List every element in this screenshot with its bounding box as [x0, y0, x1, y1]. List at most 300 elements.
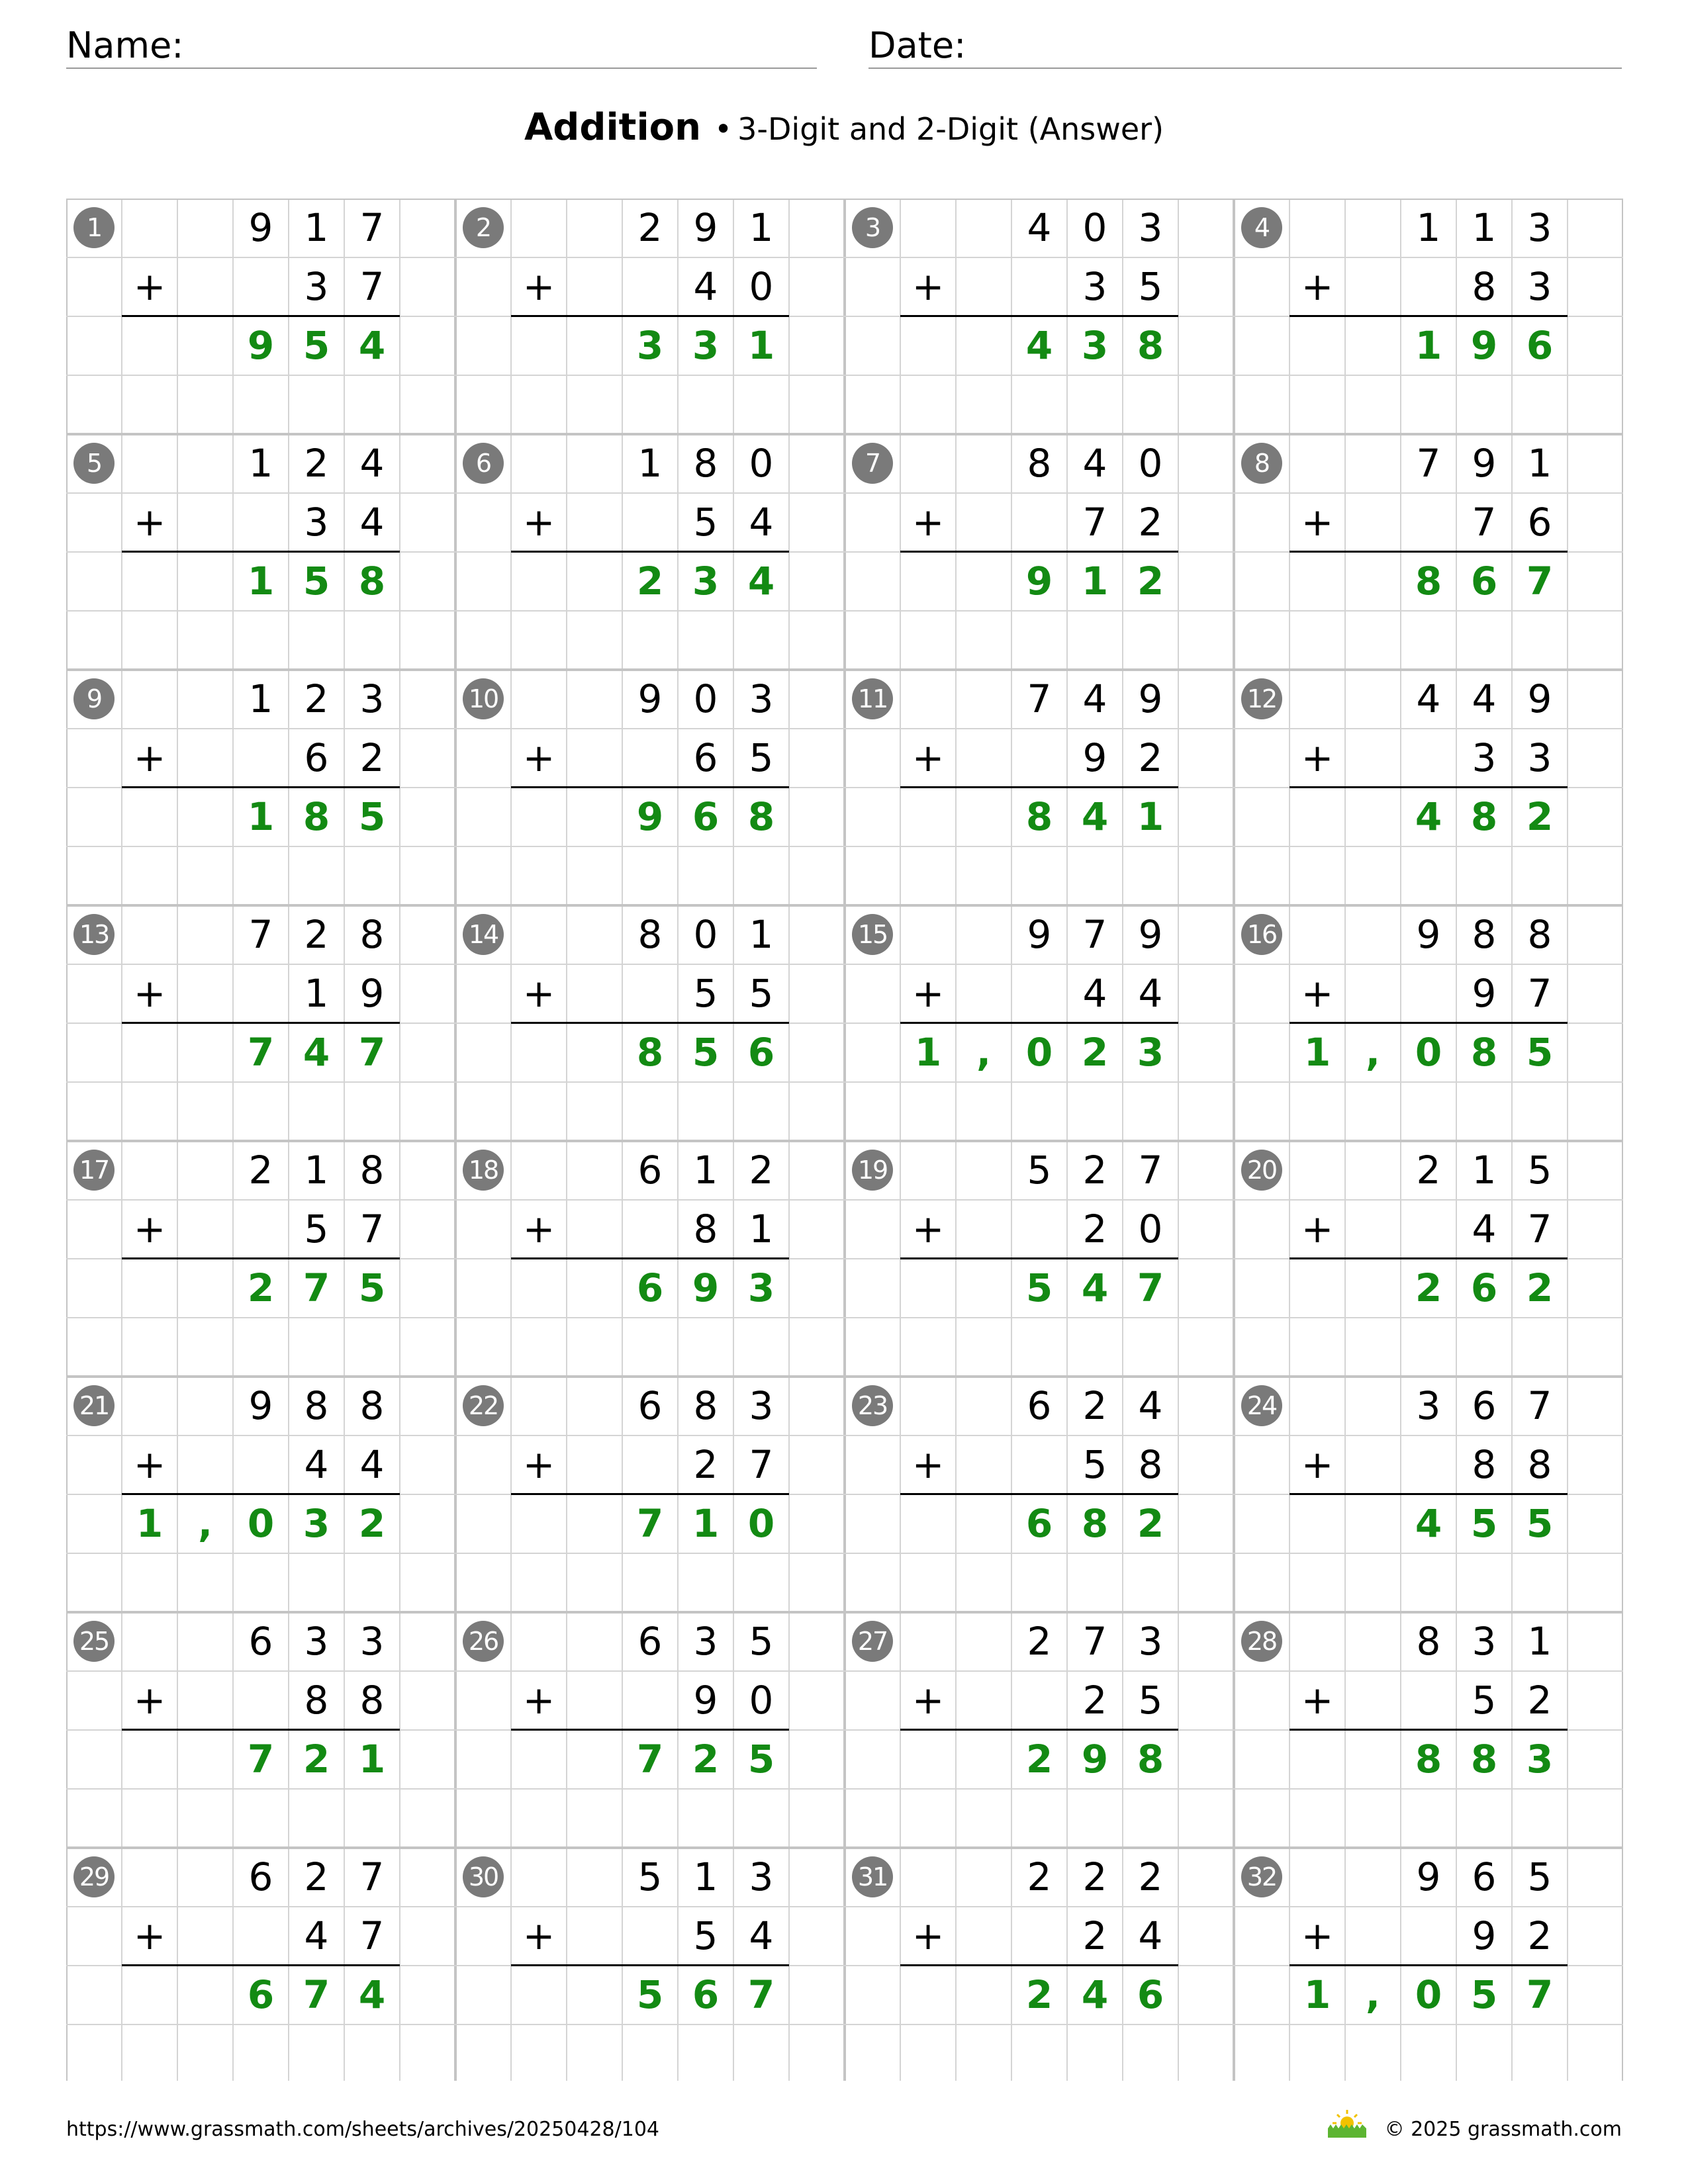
addend-bottom-digit: 2	[1082, 1678, 1107, 1723]
plus-sign: +	[522, 1206, 555, 1251]
answer-digit: 2	[358, 1501, 386, 1546]
problem-number-badge: 27	[852, 1621, 893, 1662]
problem-number-badge: 22	[463, 1385, 504, 1426]
addend-bottom-digit: 8	[1472, 1442, 1497, 1487]
answer-digit: 0	[747, 1501, 775, 1546]
problem-2	[455, 199, 845, 434]
addend-top-digit: 2	[637, 205, 663, 250]
addend-bottom-digit: 2	[1082, 1913, 1107, 1958]
addend-bottom-digit: 6	[304, 735, 329, 780]
answer-digit: 0	[247, 1501, 275, 1546]
addend-top-digit: 0	[693, 912, 718, 957]
addend-top-digit: 1	[1472, 205, 1497, 250]
answer-digit: 1	[692, 1501, 720, 1546]
addend-top-digit: 6	[248, 1619, 273, 1664]
problem-number-badge: 1	[73, 207, 115, 248]
addend-bottom-digit: 3	[1472, 735, 1497, 780]
plus-sign: +	[912, 264, 945, 309]
problem-19	[845, 1141, 1234, 1377]
problem-31	[845, 1848, 1234, 2083]
addend-top-digit: 2	[304, 441, 329, 486]
answer-digit: 8	[1470, 1030, 1498, 1075]
answer-digit: 0	[1415, 1972, 1442, 2017]
answer-digit: 0	[1025, 1030, 1053, 1075]
footer-copyright: © 2025 grassmath.com	[1384, 2118, 1622, 2141]
addend-top-digit: 9	[693, 205, 718, 250]
answer-digit: 7	[1526, 1972, 1554, 2017]
problem-5	[66, 434, 455, 670]
addend-top-digit: 1	[1472, 1148, 1497, 1193]
addend-top-digit: 4	[1082, 441, 1107, 486]
addend-bottom-digit: 7	[359, 1913, 385, 1958]
addend-bottom-digit: 1	[749, 1206, 774, 1251]
problem-9	[66, 670, 455, 905]
addend-bottom-digit: 4	[1472, 1206, 1497, 1251]
answer-digit: 1	[1303, 1030, 1331, 1075]
answer-digit: 9	[1081, 1737, 1109, 1782]
answer-digit: 3	[747, 1265, 775, 1310]
plus-sign: +	[912, 1913, 945, 1958]
answer-digit: 6	[747, 1030, 775, 1075]
answer-digit: 1	[914, 1030, 942, 1075]
answer-digit: 1	[747, 323, 775, 368]
answer-digit: 7	[1137, 1265, 1164, 1310]
addend-bottom-digit: 6	[1527, 500, 1552, 545]
addend-top-digit: 8	[637, 912, 663, 957]
addend-top-digit: 6	[637, 1619, 663, 1664]
problem-30	[455, 1848, 845, 2083]
addend-bottom-digit: 3	[304, 500, 329, 545]
answer-digit: 8	[303, 794, 330, 839]
addend-top-digit: 9	[1472, 441, 1497, 486]
plus-sign: +	[133, 971, 166, 1016]
addend-bottom-digit: 5	[693, 1913, 718, 1958]
plus-sign: +	[522, 1913, 555, 1958]
answer-digit: 4	[358, 323, 386, 368]
plus-sign: +	[1301, 735, 1334, 780]
addend-top-digit: 6	[248, 1854, 273, 1899]
addend-top-digit: 7	[1138, 1148, 1163, 1193]
addend-top-digit: 4	[1027, 205, 1052, 250]
problem-15	[845, 905, 1234, 1141]
answer-digit: 6	[1470, 1265, 1498, 1310]
addend-top-digit: 7	[359, 1854, 385, 1899]
problem-number-badge: 21	[73, 1385, 115, 1426]
addend-top-digit: 8	[1472, 912, 1497, 957]
answer-digit: 8	[636, 1030, 664, 1075]
addend-bottom-digit: 2	[359, 735, 385, 780]
answer-digit: 3	[636, 323, 664, 368]
addend-top-digit: 3	[304, 1619, 329, 1664]
problem-number-badge: 31	[852, 1856, 893, 1897]
answer-digit: 4	[1415, 1501, 1442, 1546]
plus-sign: +	[1301, 500, 1334, 545]
addend-bottom-digit: 0	[749, 264, 774, 309]
addend-bottom-digit: 7	[1527, 1206, 1552, 1251]
addend-top-digit: 0	[1082, 205, 1107, 250]
plus-sign: +	[1301, 1442, 1334, 1487]
problem-number-badge: 23	[852, 1385, 893, 1426]
answer-digit: 7	[303, 1265, 330, 1310]
addend-top-digit: 9	[1416, 912, 1441, 957]
addend-top-digit: 1	[1416, 205, 1441, 250]
addend-top-digit: 2	[1082, 1148, 1107, 1193]
plus-sign: +	[1301, 264, 1334, 309]
title-subtitle: 3-Digit and 2-Digit (Answer)	[737, 111, 1164, 147]
plus-sign: +	[522, 1678, 555, 1723]
answer-digit: 4	[1025, 323, 1053, 368]
problem-21	[66, 1377, 455, 1612]
addend-top-digit: 2	[248, 1148, 273, 1193]
problem-13	[66, 905, 455, 1141]
problem-18	[455, 1141, 845, 1377]
addend-bottom-digit: 9	[1472, 1913, 1497, 1958]
addend-top-digit: 8	[359, 1383, 385, 1428]
problem-number-badge: 11	[852, 678, 893, 719]
problem-10	[455, 670, 845, 905]
worksheet-title	[0, 106, 1688, 149]
addend-top-digit: 7	[1416, 441, 1441, 486]
addend-top-digit: 1	[304, 1148, 329, 1193]
problem-number-badge: 8	[1241, 443, 1282, 484]
answer-digit: 7	[747, 1972, 775, 2017]
problem-number-badge: 10	[463, 678, 504, 719]
addend-bottom-digit: 9	[1472, 971, 1497, 1016]
problem-number-badge: 32	[1241, 1856, 1282, 1897]
addend-top-digit: 1	[637, 441, 663, 486]
addend-top-digit: 2	[1416, 1148, 1441, 1193]
addend-top-digit: 6	[637, 1148, 663, 1193]
answer-digit: 7	[247, 1737, 275, 1782]
plus-sign: +	[133, 264, 166, 309]
answer-digit: 2	[1526, 1265, 1554, 1310]
addend-top-digit: 4	[1416, 676, 1441, 721]
problem-number-badge: 18	[463, 1150, 504, 1191]
answer-digit: 5	[636, 1972, 664, 2017]
answer-digit: 8	[1415, 559, 1442, 604]
problem-number-badge: 20	[1241, 1150, 1282, 1191]
addend-top-digit: 3	[749, 1854, 774, 1899]
answer-digit: 2	[1137, 559, 1164, 604]
problem-number-badge: 26	[463, 1621, 504, 1662]
addend-top-digit: 8	[359, 912, 385, 957]
plus-sign: +	[1301, 1913, 1334, 1958]
problem-1	[66, 199, 455, 434]
addend-bottom-digit: 5	[304, 1206, 329, 1251]
addend-top-digit: 2	[1082, 1383, 1107, 1428]
answer-digit: 2	[247, 1265, 275, 1310]
answer-digit: 5	[358, 1265, 386, 1310]
answer-digit: 8	[1137, 323, 1164, 368]
addend-top-digit: 9	[1138, 676, 1163, 721]
addend-top-digit: 1	[749, 205, 774, 250]
addend-bottom-digit: 4	[749, 1913, 774, 1958]
addend-top-digit: 7	[359, 205, 385, 250]
answer-digit: 7	[247, 1030, 275, 1075]
answer-digit: 1	[1137, 794, 1164, 839]
answer-digit: 1	[247, 794, 275, 839]
addend-top-digit: 4	[1138, 1383, 1163, 1428]
addend-top-digit: 9	[1527, 676, 1552, 721]
answer-digit: 5	[1526, 1501, 1554, 1546]
addend-top-digit: 3	[1138, 1619, 1163, 1664]
answer-digit: 4	[303, 1030, 330, 1075]
addend-top-digit: 4	[1472, 676, 1497, 721]
name-field[interactable]	[66, 25, 817, 69]
addend-top-digit: 8	[693, 441, 718, 486]
plus-sign: +	[133, 1206, 166, 1251]
answer-digit: 5	[692, 1030, 720, 1075]
answer-digit: 1	[247, 559, 275, 604]
answer-digit: 7	[636, 1501, 664, 1546]
addend-top-digit: 8	[304, 1383, 329, 1428]
problem-26	[455, 1612, 845, 1848]
answer-digit: 2	[1526, 794, 1554, 839]
addend-bottom-digit: 3	[1082, 264, 1107, 309]
plus-sign: +	[522, 735, 555, 780]
addend-bottom-digit: 9	[693, 1678, 718, 1723]
problem-27	[845, 1612, 1234, 1848]
problem-number-badge: 17	[73, 1150, 115, 1191]
date-label: Date:	[868, 24, 966, 66]
addend-top-digit: 8	[1416, 1619, 1441, 1664]
title-separator: •	[714, 111, 733, 147]
addend-top-digit: 5	[637, 1854, 663, 1899]
answer-digit: 7	[358, 1030, 386, 1075]
problem-16	[1234, 905, 1623, 1141]
addend-top-digit: 6	[637, 1383, 663, 1428]
problem-number-badge: 9	[73, 678, 115, 719]
answer-digit: 7	[303, 1972, 330, 2017]
grass-sun-logo-icon	[1324, 2109, 1370, 2142]
answer-digit: 8	[1137, 1737, 1164, 1782]
answer-digit: 2	[303, 1737, 330, 1782]
addend-bottom-digit: 4	[359, 500, 385, 545]
addend-top-digit: 4	[1082, 676, 1107, 721]
answer-digit: 1	[1415, 323, 1442, 368]
answer-digit: 4	[1081, 1972, 1109, 2017]
addend-bottom-digit: 5	[749, 971, 774, 1016]
addend-top-digit: 7	[1082, 912, 1107, 957]
plus-sign: +	[133, 1442, 166, 1487]
plus-sign: +	[912, 971, 945, 1016]
answer-digit: 6	[636, 1265, 664, 1310]
answer-digit: 5	[747, 1737, 775, 1782]
problem-14	[455, 905, 845, 1141]
addend-top-digit: 8	[1527, 912, 1552, 957]
answer-digit: 5	[1025, 1265, 1053, 1310]
answer-digit: 5	[1470, 1972, 1498, 2017]
addend-bottom-digit: 9	[1082, 735, 1107, 780]
answer-digit: 2	[1025, 1737, 1053, 1782]
addend-top-digit: 5	[1527, 1854, 1552, 1899]
addend-top-digit: 3	[1472, 1619, 1497, 1664]
answer-digit: 5	[358, 794, 386, 839]
addend-bottom-digit: 1	[304, 971, 329, 1016]
problem-29	[66, 1848, 455, 2083]
plus-sign: +	[912, 1442, 945, 1487]
addend-top-digit: 0	[749, 441, 774, 486]
addend-bottom-digit: 7	[359, 1206, 385, 1251]
addend-top-digit: 7	[1082, 1619, 1107, 1664]
answer-digit: 3	[692, 559, 720, 604]
addend-top-digit: 9	[1027, 912, 1052, 957]
problem-25	[66, 1612, 455, 1848]
plus-sign: +	[912, 1678, 945, 1723]
answer-digit: 8	[1081, 1501, 1109, 1546]
problem-number-badge: 14	[463, 914, 504, 955]
addend-top-digit: 2	[304, 912, 329, 957]
addend-bottom-digit: 5	[693, 971, 718, 1016]
answer-digit: 8	[358, 559, 386, 604]
answer-digit: 0	[1415, 1030, 1442, 1075]
problem-number-badge: 7	[852, 443, 893, 484]
addend-top-digit: 3	[749, 1383, 774, 1428]
addend-top-digit: 2	[1138, 1854, 1163, 1899]
addend-top-digit: 9	[1138, 912, 1163, 957]
addend-top-digit: 1	[693, 1854, 718, 1899]
problem-number-badge: 6	[463, 443, 504, 484]
answer-digit: 3	[692, 323, 720, 368]
answer-digit: 8	[1025, 794, 1053, 839]
addend-top-digit: 5	[1527, 1148, 1552, 1193]
title-main: Addition	[524, 106, 701, 149]
addend-top-digit: 3	[1527, 205, 1552, 250]
answer-digit: 7	[1526, 559, 1554, 604]
problem-23	[845, 1377, 1234, 1612]
addend-bottom-digit: 4	[304, 1913, 329, 1958]
plus-sign: +	[522, 971, 555, 1016]
addend-top-digit: 1	[1527, 1619, 1552, 1664]
problem-11	[845, 670, 1234, 905]
problem-number-badge: 2	[463, 207, 504, 248]
answer-digit: 2	[1025, 1972, 1053, 2017]
addend-bottom-digit: 8	[304, 1678, 329, 1723]
date-field[interactable]	[868, 25, 1622, 69]
addend-top-digit: 9	[637, 676, 663, 721]
answer-digit: ,	[1365, 1972, 1381, 2017]
addend-bottom-digit: 3	[304, 264, 329, 309]
addend-top-digit: 6	[1027, 1383, 1052, 1428]
addend-bottom-digit: 0	[749, 1678, 774, 1723]
answer-digit: 6	[247, 1972, 275, 2017]
answer-digit: ,	[976, 1030, 992, 1075]
answer-digit: 8	[1415, 1737, 1442, 1782]
problem-28	[1234, 1612, 1623, 1848]
addend-top-digit: 3	[693, 1619, 718, 1664]
addend-top-digit: 6	[1472, 1383, 1497, 1428]
plus-sign: +	[1301, 971, 1334, 1016]
problem-number-badge: 19	[852, 1150, 893, 1191]
problem-number-badge: 25	[73, 1621, 115, 1662]
answer-digit: 9	[1470, 323, 1498, 368]
addend-bottom-digit: 8	[1138, 1442, 1163, 1487]
addend-bottom-digit: 4	[1082, 971, 1107, 1016]
addend-bottom-digit: 5	[693, 500, 718, 545]
addend-top-digit: 7	[248, 912, 273, 957]
addend-top-digit: 2	[304, 676, 329, 721]
addend-bottom-digit: 8	[693, 1206, 718, 1251]
answer-digit: 6	[692, 794, 720, 839]
addend-bottom-digit: 4	[359, 1442, 385, 1487]
addend-bottom-digit: 4	[693, 264, 718, 309]
problem-32	[1234, 1848, 1623, 2083]
plus-sign: +	[1301, 1678, 1334, 1723]
answer-digit: 3	[303, 1501, 330, 1546]
addend-top-digit: 4	[359, 441, 385, 486]
addend-bottom-digit: 2	[693, 1442, 718, 1487]
addend-top-digit: 0	[1138, 441, 1163, 486]
addend-top-digit: 8	[693, 1383, 718, 1428]
addend-top-digit: 3	[359, 676, 385, 721]
answer-digit: 9	[636, 794, 664, 839]
addend-top-digit: 3	[1416, 1383, 1441, 1428]
addend-bottom-digit: 8	[359, 1678, 385, 1723]
answer-digit: 5	[303, 323, 330, 368]
answer-digit: 2	[1081, 1030, 1109, 1075]
answer-digit: 6	[1137, 1972, 1164, 2017]
answer-digit: 1	[358, 1737, 386, 1782]
addend-bottom-digit: 4	[304, 1442, 329, 1487]
answer-digit: 3	[1081, 323, 1109, 368]
addend-bottom-digit: 6	[693, 735, 718, 780]
problem-number-badge: 29	[73, 1856, 115, 1897]
addend-top-digit: 7	[1027, 676, 1052, 721]
answer-digit: 2	[1137, 1501, 1164, 1546]
addend-top-digit: 1	[749, 912, 774, 957]
problem-4	[1234, 199, 1623, 434]
addend-bottom-digit: 5	[1472, 1678, 1497, 1723]
answer-digit: 5	[1470, 1501, 1498, 1546]
answer-digit: 8	[747, 794, 775, 839]
answer-digit: ,	[1365, 1030, 1381, 1075]
answer-digit: 9	[692, 1265, 720, 1310]
addend-bottom-digit: 2	[1527, 1678, 1552, 1723]
problem-17	[66, 1141, 455, 1377]
answer-digit: 6	[692, 1972, 720, 2017]
problem-number-badge: 4	[1241, 207, 1282, 248]
answer-digit: 5	[303, 559, 330, 604]
addend-top-digit: 9	[248, 205, 273, 250]
addend-bottom-digit: 4	[1138, 971, 1163, 1016]
addend-bottom-digit: 3	[1527, 264, 1552, 309]
answer-digit: 1	[1081, 559, 1109, 604]
answer-digit: 9	[1025, 559, 1053, 604]
addend-bottom-digit: 7	[749, 1442, 774, 1487]
answer-digit: 8	[1470, 794, 1498, 839]
answer-digit: 4	[1415, 794, 1442, 839]
answer-digit: 8	[1470, 1737, 1498, 1782]
plus-sign: +	[912, 735, 945, 780]
addend-bottom-digit: 4	[749, 500, 774, 545]
problem-number-badge: 16	[1241, 914, 1282, 955]
addend-bottom-digit: 8	[1472, 264, 1497, 309]
addend-top-digit: 8	[359, 1148, 385, 1193]
addend-top-digit: 1	[304, 205, 329, 250]
problem-22	[455, 1377, 845, 1612]
plus-sign: +	[133, 735, 166, 780]
answer-digit: 3	[1526, 1737, 1554, 1782]
addend-bottom-digit: 7	[359, 264, 385, 309]
addend-bottom-digit: 2	[1527, 1913, 1552, 1958]
problem-12	[1234, 670, 1623, 905]
addend-top-digit: 3	[749, 676, 774, 721]
addend-top-digit: 3	[1138, 205, 1163, 250]
addend-top-digit: 9	[248, 1383, 273, 1428]
name-label: Name:	[66, 24, 184, 66]
addend-top-digit: 0	[693, 676, 718, 721]
addend-bottom-digit: 2	[1138, 500, 1163, 545]
